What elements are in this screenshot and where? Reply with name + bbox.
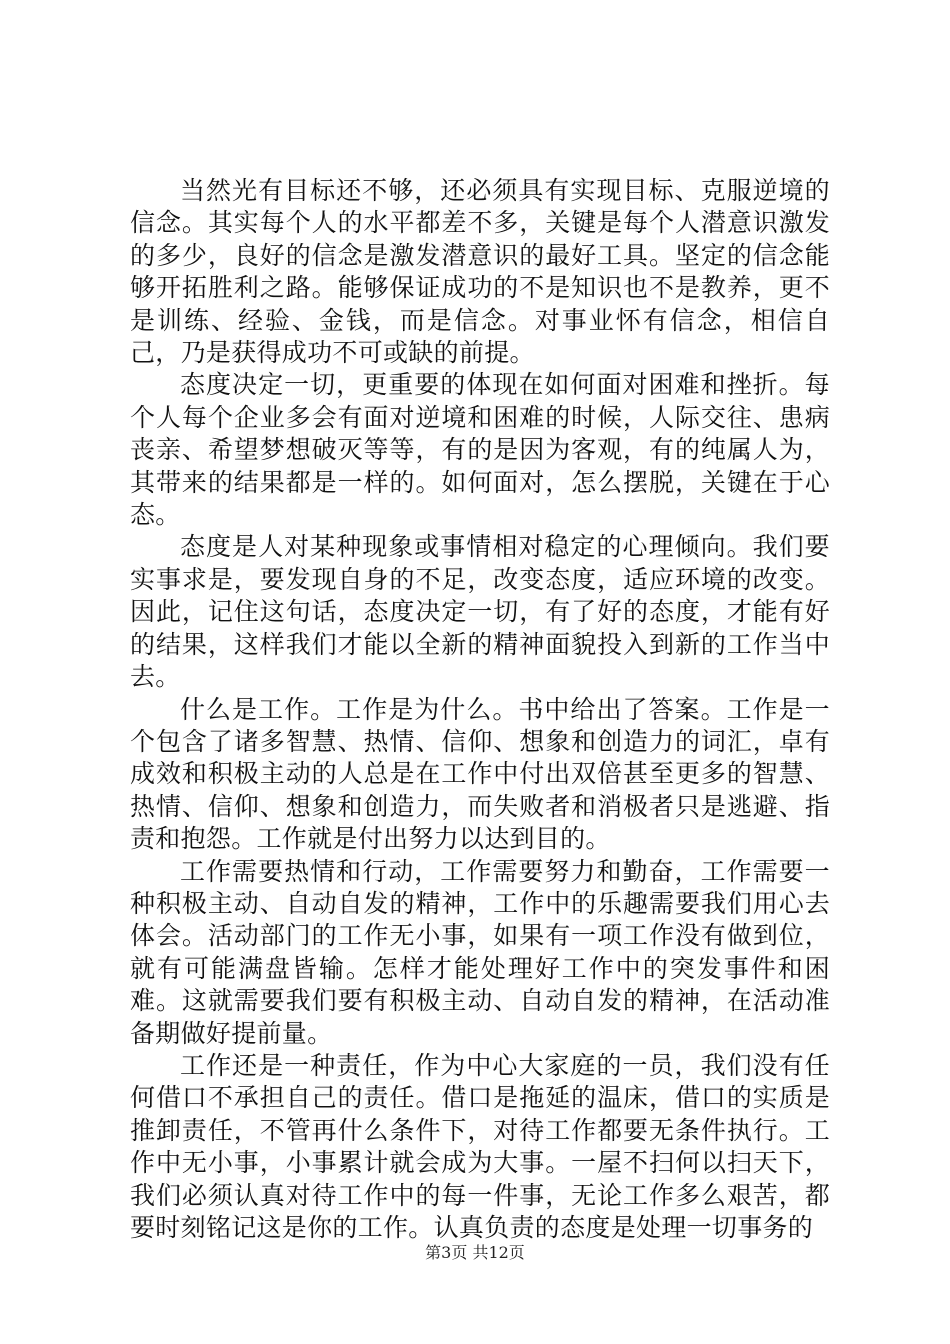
paragraph-3: 态度是人对某种现象或事情相对稳定的心理倾向。我们要实事求是，要发现自身的不足，改变态度，适应环境的改变。因此，记住这句话，态度决定一切，有了好的态度，才能有好的结果，这样我们才能以全新的精神面貌投入到新的工作当中去。 (130, 532, 830, 692)
paragraph-4: 什么是工作。工作是为什么。书中给出了答案。工作是一个包含了诸多智慧、热情、信仰、想象和创造力的词汇，卓有成效和积极主动的人总是在工作中付出双倍甚至更多的智慧、热情、信仰、想象和创造力，而失败者和消极者只是逃避、指责和抱怨。工作就是付出努力以达到目的。 (130, 694, 830, 854)
paragraph-2: 态度决定一切，更重要的体现在如何面对困难和挫折。每个人每个企业多会有面对逆境和困难的时候，人际交往、患病丧亲、希望梦想破灭等等，有的是因为客观，有的纯属人为，其带来的结果都是一样的。如何面对，怎么摆脱，关键在于心态。 (130, 370, 830, 530)
page-number-footer: 第3页 共12页 (425, 1243, 525, 1262)
paragraph-5: 工作需要热情和行动，工作需要努力和勤奋，工作需要一种积极主动、自动自发的精神，工作中的乐趣需要我们用心去体会。活动部门的工作无小事，如果有一项工作没有做到位，就有可能满盘皆输。怎样才能处理好工作中的突发事件和困难。这就需要我们要有积极主动、自动自发的精神，在活动准备期做好提前量。 (130, 856, 830, 1048)
paragraph-6: 工作还是一种责任，作为中心大家庭的一员，我们没有任何借口不承担自己的责任。借口是拖延的温床，借口的实质是推卸责任，不管再什么条件下，对待工作都要无条件执行。工作中无小事，小事累计就会成为大事。一屋不扫何以扫天下，我们必须认真对待工作中的每一件事，无论工作多么艰苦，都要时刻铭记这是你的工作。认真负责的态度是处理一切事务的 (130, 1050, 830, 1242)
paragraph-1: 当然光有目标还不够，还必须具有实现目标、克服逆境的信念。其实每个人的水平都差不多，关键是每个人潜意识激发的多少，良好的信念是激发潜意识的最好工具。坚定的信念能够开拓胜利之路。能够保证成功的不是知识也不是教养，更不是训练、经验、金钱，而是信念。对事业怀有信念，相信自己，乃是获得成功不可或缺的前提。 (130, 176, 830, 368)
document-body (130, 175, 830, 1244)
